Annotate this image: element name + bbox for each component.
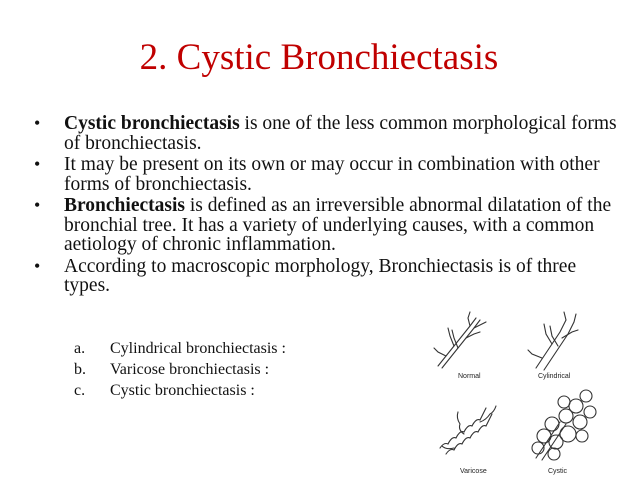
figure-label-cylindrical: Cylindrical xyxy=(538,373,571,380)
bullet-text: According to macroscopic morphology, Bronchiectasis is of three types. xyxy=(64,255,577,296)
bullet-list xyxy=(34,114,624,298)
bullet-bold-term: Cystic bronchiectasis xyxy=(64,113,240,134)
bullet-bold-term: Bronchiectasis xyxy=(64,195,185,216)
bullet-dot-icon: • xyxy=(34,255,41,276)
sublist-item xyxy=(74,380,286,401)
figure-label-normal: Normal xyxy=(458,373,481,380)
type-sublist xyxy=(74,338,286,401)
sublist-letter: a. xyxy=(74,340,86,357)
sublist-text: Varicose bronchiectasis : xyxy=(110,361,270,378)
bullet-item xyxy=(34,155,624,194)
bullet-item xyxy=(34,196,624,255)
sublist-text: Cystic bronchiectasis : xyxy=(110,382,255,399)
bullet-text: is one of the less common morphological forms of bronchiectasis. xyxy=(64,113,617,154)
sublist-item xyxy=(74,359,286,380)
sublist-letter: b. xyxy=(74,361,86,378)
bullet-text: is defined as an irreversible abnormal dilatation of the bronchial tree. It has a variety of underlying causes, with a common aetiology of chronic inflammation. xyxy=(64,195,612,255)
sublist-letter: c. xyxy=(74,382,86,399)
bullet-item xyxy=(34,257,624,296)
normal-airway-drawing xyxy=(434,312,486,368)
cylindrical-airway-drawing xyxy=(528,312,578,370)
bullet-dot-icon: • xyxy=(34,154,41,174)
bronchiectasis-types-figure xyxy=(424,308,634,478)
bullet-text: It may be present on its own or may occur in combination with other forms of bronchiectasis. xyxy=(64,154,600,195)
cystic-airway-drawing xyxy=(532,390,596,460)
sublist-item xyxy=(74,338,286,359)
figure-label-cystic: Cystic xyxy=(548,468,568,475)
bronchi-illustration xyxy=(424,308,634,478)
figure-label-varicose: Varicose xyxy=(460,468,487,475)
varicose-airway-drawing xyxy=(440,406,496,454)
slide-title: 2. Cystic Bronchiectasis xyxy=(139,37,499,78)
bullet-item xyxy=(34,114,624,153)
bullet-dot-icon: • xyxy=(34,113,41,133)
sublist-text: Cylindrical bronchiectasis : xyxy=(110,340,286,357)
bullet-dot-icon: • xyxy=(34,195,41,215)
